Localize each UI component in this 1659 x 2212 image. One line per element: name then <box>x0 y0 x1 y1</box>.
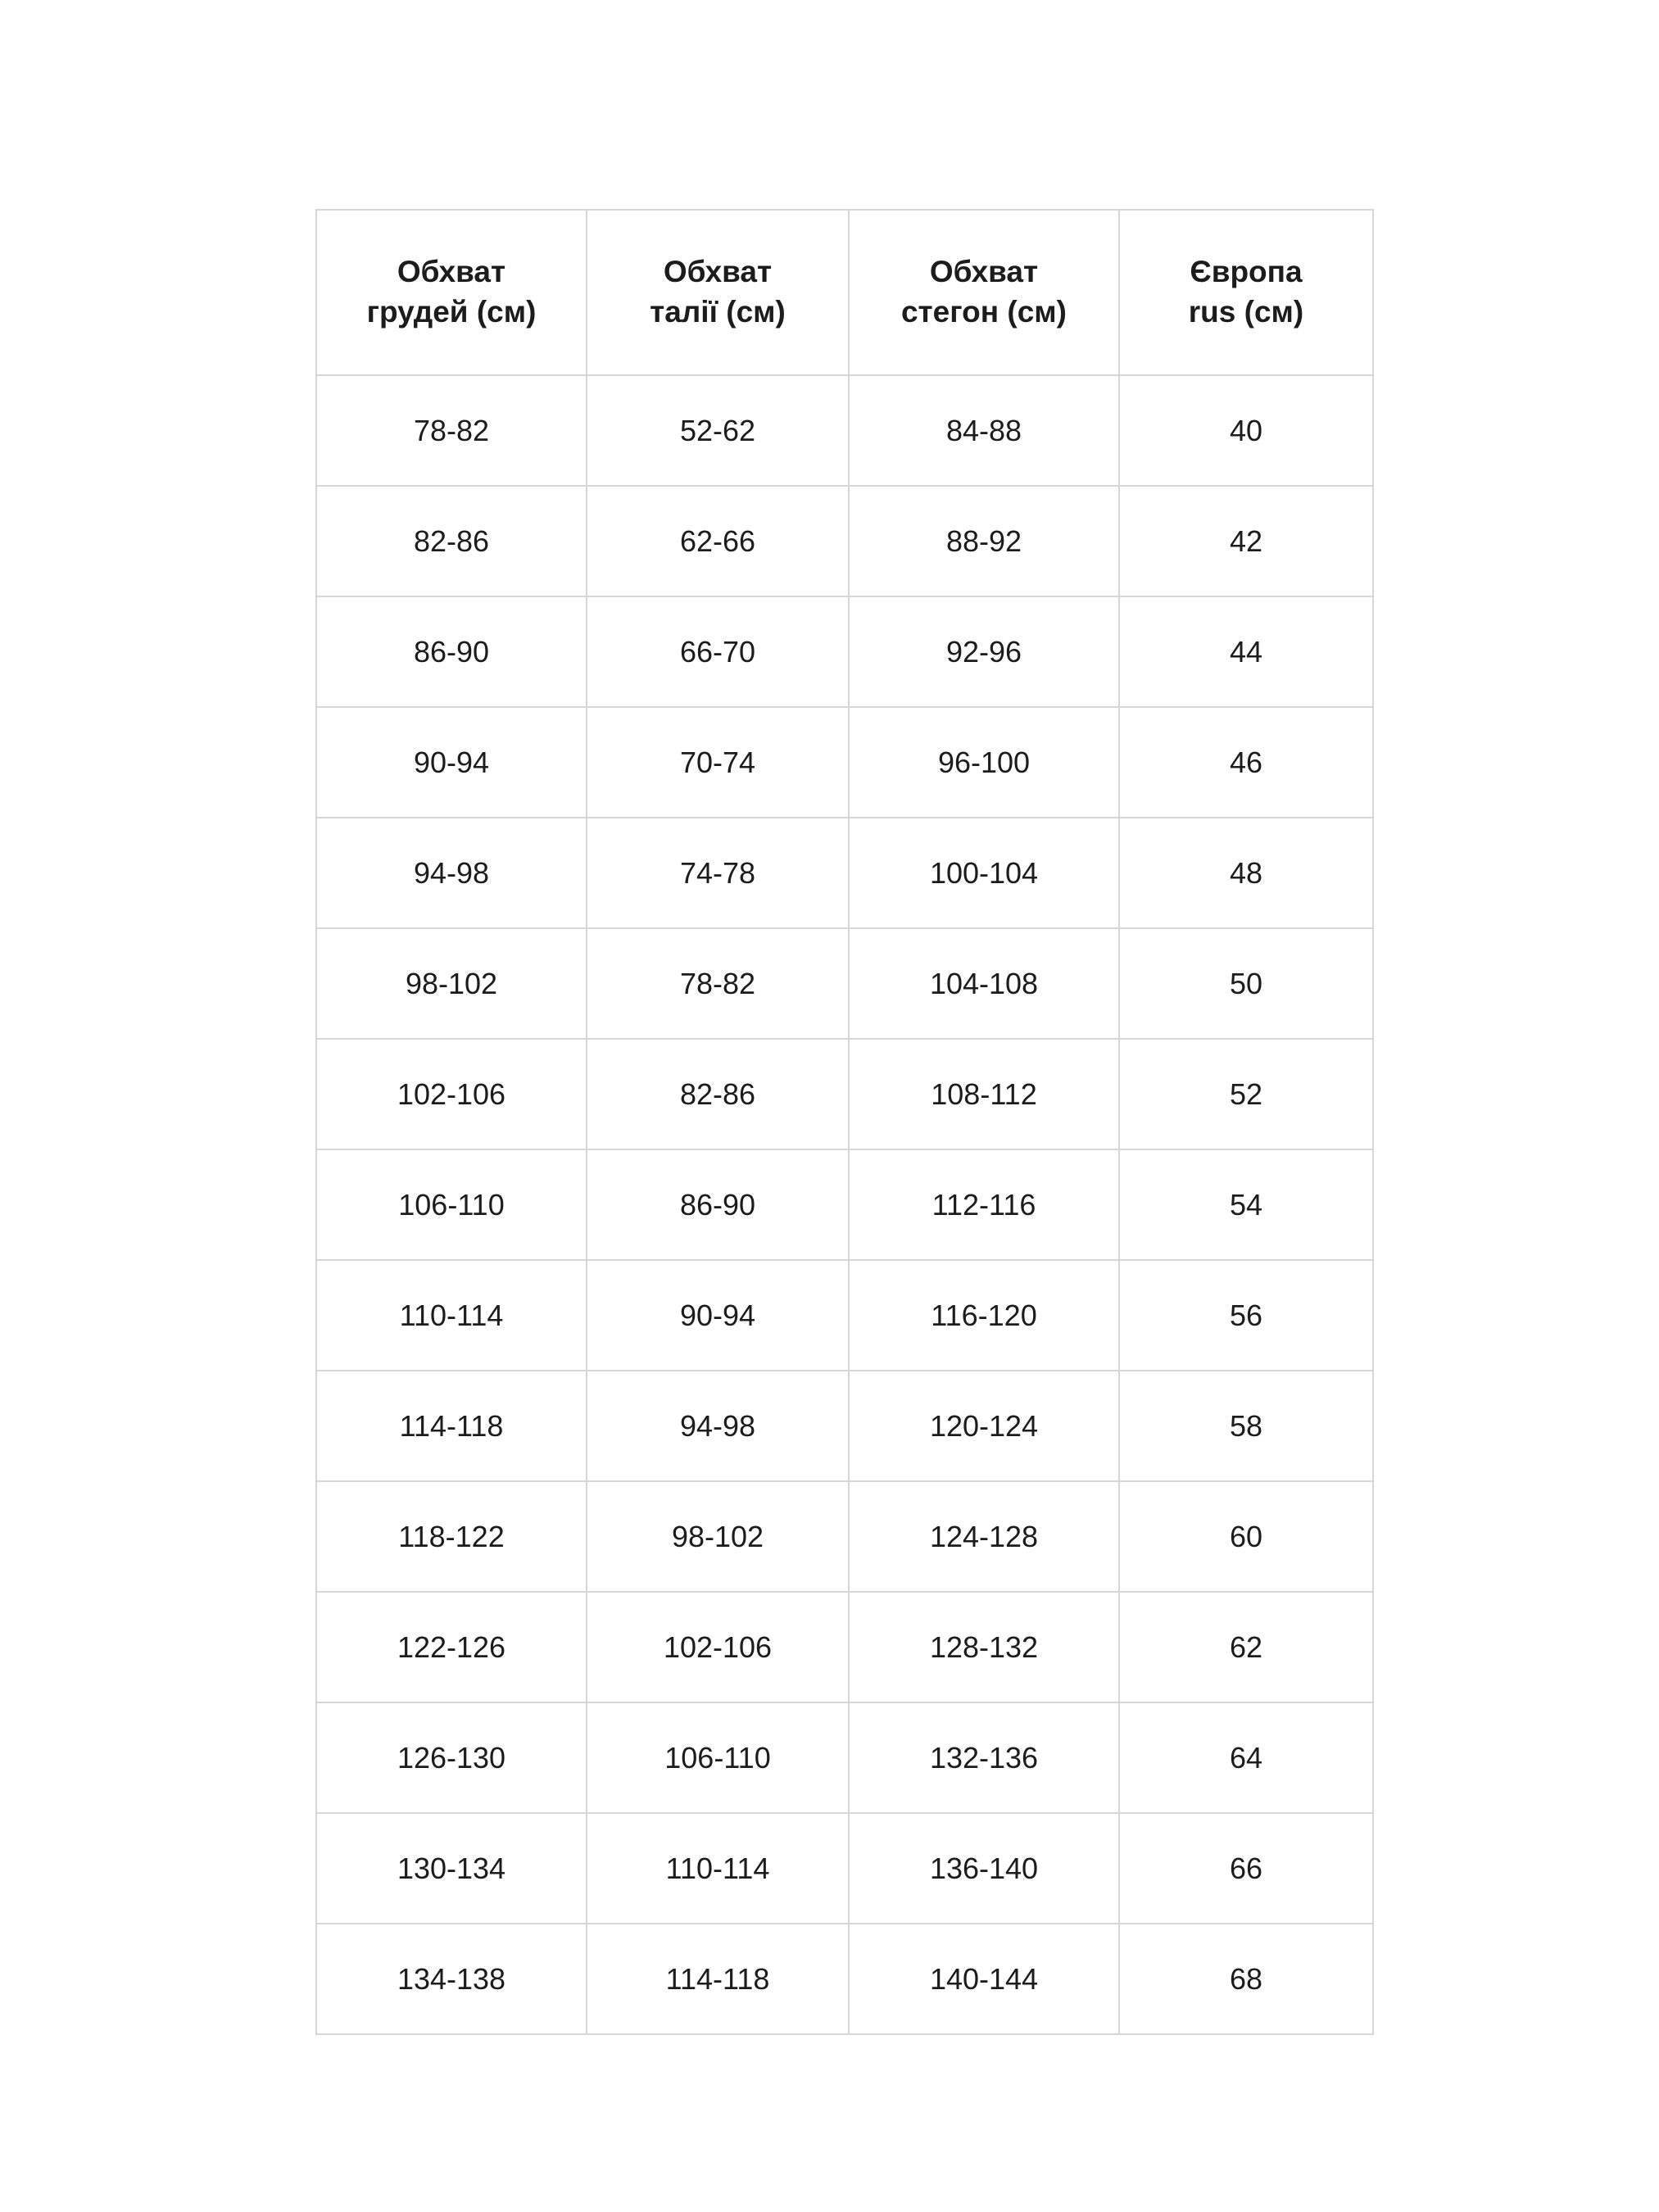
cell-hips: 116-120 <box>849 1260 1119 1371</box>
cell-waist: 102-106 <box>587 1592 849 1702</box>
cell-europe: 56 <box>1119 1260 1373 1371</box>
cell-chest: 90-94 <box>316 707 587 818</box>
table-row <box>316 1702 1373 1813</box>
cell-chest: 126-130 <box>316 1702 587 1813</box>
column-header-chest <box>316 210 587 375</box>
cell-hips: 140-144 <box>849 1924 1119 2034</box>
size-chart-table <box>315 209 1374 2035</box>
size-chart-container <box>315 209 1372 2035</box>
cell-chest: 86-90 <box>316 596 587 707</box>
table-row <box>316 486 1373 596</box>
cell-waist: 82-86 <box>587 1039 849 1149</box>
table-row <box>316 1371 1373 1481</box>
table-row <box>316 707 1373 818</box>
cell-chest: 78-82 <box>316 375 587 486</box>
cell-waist: 66-70 <box>587 596 849 707</box>
table-row <box>316 1481 1373 1592</box>
column-header-europe <box>1119 210 1373 375</box>
cell-waist: 74-78 <box>587 818 849 928</box>
cell-waist: 70-74 <box>587 707 849 818</box>
cell-hips: 88-92 <box>849 486 1119 596</box>
cell-hips: 128-132 <box>849 1592 1119 1702</box>
cell-europe: 42 <box>1119 486 1373 596</box>
cell-waist: 98-102 <box>587 1481 849 1592</box>
cell-europe: 58 <box>1119 1371 1373 1481</box>
table-row <box>316 596 1373 707</box>
cell-europe: 44 <box>1119 596 1373 707</box>
column-header-waist-line2: талії (см) <box>650 295 786 329</box>
cell-waist: 90-94 <box>587 1260 849 1371</box>
cell-europe: 64 <box>1119 1702 1373 1813</box>
cell-europe: 50 <box>1119 928 1373 1039</box>
column-header-hips-line2: стегон (см) <box>900 295 1067 329</box>
cell-waist: 86-90 <box>587 1149 849 1260</box>
cell-chest: 110-114 <box>316 1260 587 1371</box>
table-row <box>316 1813 1373 1924</box>
cell-waist: 114-118 <box>587 1924 849 2034</box>
cell-hips: 104-108 <box>849 928 1119 1039</box>
cell-hips: 132-136 <box>849 1702 1119 1813</box>
cell-chest: 118-122 <box>316 1481 587 1592</box>
column-header-chest-line1: Обхват <box>397 255 506 289</box>
cell-hips: 100-104 <box>849 818 1119 928</box>
table-header <box>316 210 1373 375</box>
column-header-europe-line2: rus (см) <box>1188 295 1304 329</box>
cell-hips: 92-96 <box>849 596 1119 707</box>
cell-waist: 106-110 <box>587 1702 849 1813</box>
cell-chest: 134-138 <box>316 1924 587 2034</box>
cell-hips: 136-140 <box>849 1813 1119 1924</box>
cell-waist: 110-114 <box>587 1813 849 1924</box>
cell-europe: 46 <box>1119 707 1373 818</box>
cell-waist: 62-66 <box>587 486 849 596</box>
cell-hips: 124-128 <box>849 1481 1119 1592</box>
cell-waist: 94-98 <box>587 1371 849 1481</box>
cell-chest: 122-126 <box>316 1592 587 1702</box>
cell-europe: 62 <box>1119 1592 1373 1702</box>
cell-chest: 106-110 <box>316 1149 587 1260</box>
table-row <box>316 1924 1373 2034</box>
cell-waist: 52-62 <box>587 375 849 486</box>
column-header-hips-line1: Обхват <box>929 255 1039 289</box>
table-body <box>316 375 1373 2034</box>
table-row <box>316 818 1373 928</box>
cell-chest: 114-118 <box>316 1371 587 1481</box>
cell-europe: 54 <box>1119 1149 1373 1260</box>
cell-europe: 60 <box>1119 1481 1373 1592</box>
column-header-europe-line1: Європа <box>1190 255 1303 289</box>
column-header-waist <box>587 210 849 375</box>
cell-hips: 112-116 <box>849 1149 1119 1260</box>
cell-chest: 82-86 <box>316 486 587 596</box>
cell-hips: 120-124 <box>849 1371 1119 1481</box>
cell-europe: 40 <box>1119 375 1373 486</box>
cell-hips: 84-88 <box>849 375 1119 486</box>
table-row <box>316 1149 1373 1260</box>
cell-chest: 102-106 <box>316 1039 587 1149</box>
cell-europe: 68 <box>1119 1924 1373 2034</box>
table-row <box>316 1592 1373 1702</box>
cell-chest: 130-134 <box>316 1813 587 1924</box>
cell-europe: 48 <box>1119 818 1373 928</box>
column-header-hips <box>849 210 1119 375</box>
table-row <box>316 1260 1373 1371</box>
table-row <box>316 375 1373 486</box>
cell-europe: 66 <box>1119 1813 1373 1924</box>
column-header-waist-line1: Обхват <box>663 255 773 289</box>
table-row <box>316 1039 1373 1149</box>
cell-chest: 94-98 <box>316 818 587 928</box>
cell-europe: 52 <box>1119 1039 1373 1149</box>
cell-chest: 98-102 <box>316 928 587 1039</box>
cell-waist: 78-82 <box>587 928 849 1039</box>
column-header-chest-line2: грудей (см) <box>366 295 537 329</box>
cell-hips: 108-112 <box>849 1039 1119 1149</box>
table-row <box>316 928 1373 1039</box>
table-header-row <box>316 210 1373 375</box>
cell-hips: 96-100 <box>849 707 1119 818</box>
